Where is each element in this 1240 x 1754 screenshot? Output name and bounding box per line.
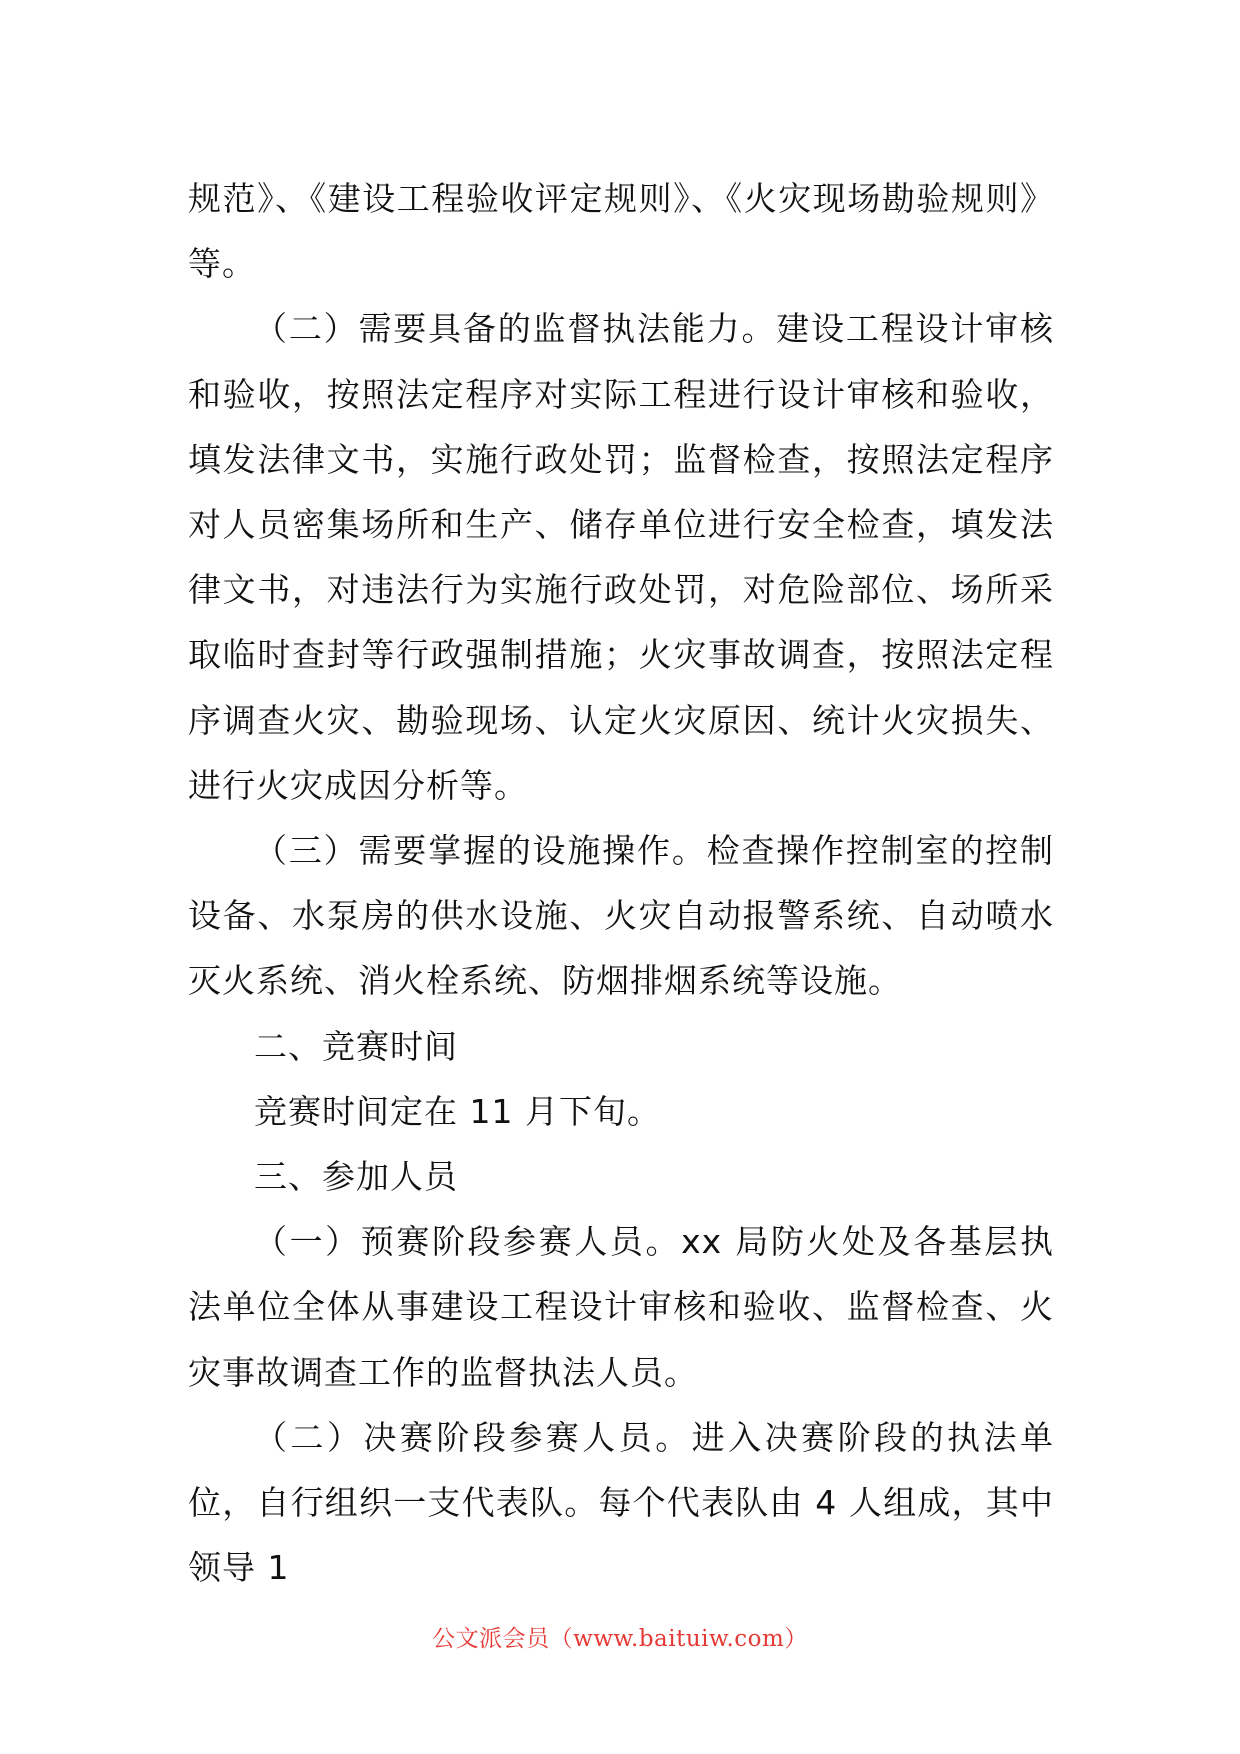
paragraph-competition-time: 竞赛时间定在 11 月下旬。 bbox=[254, 1091, 661, 1131]
paragraph-section-3: （三）需要掌握的设施操作。检查操作控制室的控制设备、水泵房的供水设施、火灾自动报警系统、自动喷水灭火系统、消火栓系统、防烟排烟系统等设施。 bbox=[188, 831, 1054, 1001]
paragraph-preliminary-participants: （一）预赛阶段参赛人员。xx 局防火处及各基层执法单位全体从事建设工程设计审核和验收、监督检查、火灾事故调查工作的监督执法人员。 bbox=[188, 1222, 1054, 1392]
footer-watermark: 公文派会员（www.baituiw.com） bbox=[432, 1626, 808, 1652]
heading-competition-time: 二、竞赛时间 bbox=[254, 1026, 458, 1066]
document-body bbox=[188, 166, 1054, 1600]
paragraph-continued: 规范》、《建设工程验收评定规则》、《火灾现场勘验规则》等。 bbox=[188, 179, 1054, 284]
paragraph-section-2: （二）需要具备的监督执法能力。建设工程设计审核和验收，按照法定程序对实际工程进行设计审核和验收，填发法律文书，实施行政处罚；监督检查，按照法定程序对人员密集场所和生产、储存单位进行安全检查，填发法律文书，对违法行为实施行政处罚，对危险部位、场所采取临时查封等行政强制措施；火灾事故调查，按照法定程序调查火灾、勘验现场、认定火灾原因、统计火灾损失、进行火灾成因分析等。 bbox=[188, 309, 1054, 805]
heading-participants: 三、参加人员 bbox=[254, 1157, 458, 1197]
paragraph-final-participants: （二）决赛阶段参赛人员。进入决赛阶段的执法单位，自行组织一支代表队。每个代表队由 4 人组成，其中领导 1 bbox=[188, 1417, 1054, 1588]
